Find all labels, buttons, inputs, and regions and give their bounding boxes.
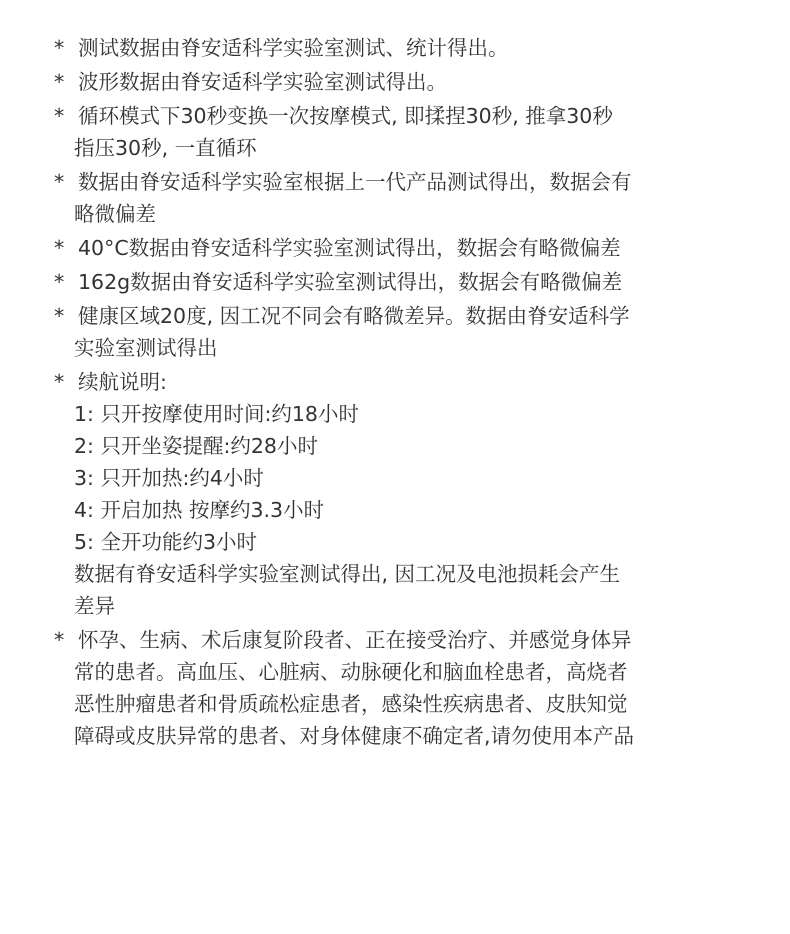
note-line: 略微偏差 [74, 202, 156, 226]
note-health-zone [54, 300, 770, 364]
battery-life-footnote: 数据有脊安适科学实验室测试得出, 因工况及电池损耗会产生 [74, 562, 621, 586]
battery-life-item: 5: 全开功能约3小时 [74, 530, 258, 554]
bullet-asterisk: * [54, 270, 65, 294]
note-line: 40°C数据由脊安适科学实验室测试得出，数据会有略微偏差 [78, 236, 621, 260]
note-line: 障碍或皮肤异常的患者、对身体健康不确定者,请勿使用本产品 [74, 724, 635, 748]
bullet-asterisk: * [54, 70, 65, 94]
bullet-asterisk: * [54, 628, 65, 652]
battery-life-item: 2: 只开坐姿提醒:约28小时 [74, 434, 318, 458]
note-cycle-mode [54, 100, 770, 164]
note-line: 恶性肿瘤患者和骨质疏松症患者，感染性疾病患者、皮肤知觉 [74, 692, 628, 716]
bullet-asterisk: * [54, 304, 65, 328]
bullet-asterisk: * [54, 236, 65, 260]
note-battery-life [54, 366, 770, 622]
note-line: 波形数据由脊安适科学实验室测试得出。 [78, 70, 447, 94]
note-line: 常的患者。高血压、心脏病、动脉硬化和脑血栓患者，高烧者 [74, 660, 628, 684]
notes-list [54, 32, 770, 752]
note-line: 实验室测试得出 [74, 336, 218, 360]
battery-life-item: 4: 开启加热 按摩约3.3小时 [74, 498, 325, 522]
note-line: 测试数据由脊安适科学实验室测试、统计得出。 [78, 36, 509, 60]
note-line: 循环模式下30秒变换一次按摩模式, 即揉捏30秒, 推拿30秒 [78, 104, 613, 128]
battery-life-item: 1: 只开按摩使用时间:约18小时 [74, 402, 359, 426]
bullet-asterisk: * [54, 36, 65, 60]
note-line: 162g数据由脊安适科学实验室测试得出，数据会有略微偏差 [78, 270, 623, 294]
note-line: 健康区域20度, 因工况不同会有略微差异。数据由脊安适科学 [78, 304, 630, 328]
note-previous-product-data [54, 166, 770, 230]
bullet-asterisk: * [54, 170, 65, 194]
battery-life-list [74, 398, 770, 558]
bullet-asterisk: * [54, 370, 65, 394]
note-waveform-data [54, 66, 770, 98]
battery-life-footnote: 差异 [74, 594, 115, 618]
note-test-data [54, 32, 770, 64]
note-temperature-data [54, 232, 770, 264]
note-line: 数据由脊安适科学实验室根据上一代产品测试得出，数据会有 [78, 170, 632, 194]
note-contraindications [54, 624, 770, 752]
note-line: 怀孕、生病、术后康复阶段者、正在接受治疗、并感觉身体异 [78, 628, 632, 652]
bullet-asterisk: * [54, 104, 65, 128]
note-line: 指压30秒, 一直循环 [74, 136, 257, 160]
battery-life-heading: 续航说明: [78, 370, 167, 394]
battery-life-item: 3: 只开加热:约4小时 [74, 466, 264, 490]
note-weight-data [54, 266, 770, 298]
